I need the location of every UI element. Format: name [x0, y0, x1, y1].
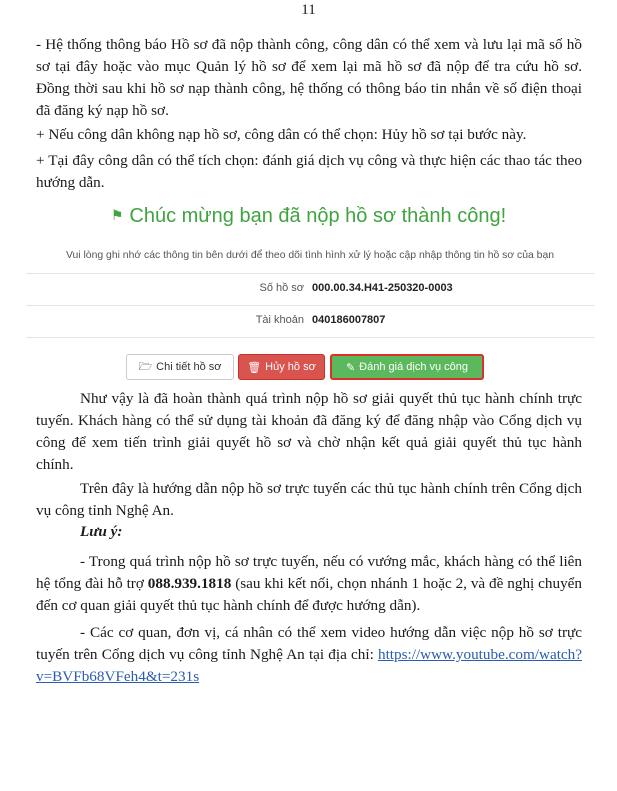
hotline-number: 088.939.1818 [147, 575, 232, 592]
info-row-file-number [26, 274, 594, 304]
file-number-label: Số hồ sơ [259, 282, 304, 294]
success-title [0, 205, 617, 228]
note-video-text: - Các cơ quan, đơn vị, cá nhân có thể xem video hướng dẫn việc nộp hồ sơ trực tuyến trên Cổng dịch vụ công tỉnh Nghệ An tại địa chỉ: [36, 624, 582, 663]
video-link[interactable]: https://www.youtube.com/watch?v=BVFb68VFeh4&t=231s [36, 646, 582, 685]
note-hotline-text-after: (sau khi kết nối, chọn nhánh 1 hoặc 2, và đề nghị chuyển đến cơ quan giải quyết thủ tục hành chính để được hướng dẫn). [36, 575, 582, 614]
note-video [36, 622, 582, 688]
notice-text: Vui lòng ghi nhớ các thông tin bên dưới để theo dõi tình hình xử lý hoặc cập nhập thông tin hồ sơ của bạn [65, 250, 555, 261]
note-hotline [36, 551, 582, 617]
cancel-file-button[interactable] [238, 354, 325, 380]
note-title: Lưu ý: [80, 523, 123, 540]
paragraph-notification: - Hệ thống thông báo Hồ sơ đã nộp thành công, công dân có thể xem và lưu lại mã số hồ sơ tại đây hoặc vào mục Quản lý hồ sơ để xem lại mã hồ sơ đã nộp để tra cứu hồ sơ. Đồng thời sau khi hồ sơ nạp thành công, hệ thống có thông báo tin nhắn về số điện thoại đã đăng ký nạp hồ sơ. [36, 36, 582, 119]
rate-service-label: Đánh giá dịch vụ công [359, 361, 469, 373]
folder-icon: 🗁 [138, 360, 153, 373]
account-label: Tài khoản [255, 314, 304, 326]
paragraph-rate-option: + Tại đây công dân có thể tích chọn: đánh giá dịch vụ công và thực hiện các thao tác theo hướng dẫn. [36, 152, 582, 191]
trash-icon: 🗑 [247, 361, 262, 374]
rate-service-button[interactable] [330, 354, 484, 380]
divider [26, 337, 594, 338]
page-number: 11 [301, 2, 316, 18]
info-row-account [26, 306, 594, 336]
file-detail-button[interactable] [126, 354, 234, 380]
pencil-icon: ✎ [345, 361, 356, 374]
cancel-file-label: Hủy hồ sơ [265, 361, 316, 373]
file-number-value: 000.00.34.H41-250320-0003 [312, 282, 453, 294]
paragraph-completed: Như vậy là đã hoàn thành quá trình nộp hồ sơ giải quyết thủ tục hành chính trực tuyến. Khách hàng có thể sử dụng tài khoản đã đăng ký để đăng nhập vào Cổng dịch vụ công để xem tiến trình giải quyết hồ sơ và chờ nhận kết quả giải quyết thủ tục hành chính. [36, 390, 582, 473]
note-hotline-text: - Trong quá trình nộp hồ sơ trực tuyến, nếu có vướng mắc, khách hàng có thể liên hệ tổng đài hỗ trợ [36, 553, 582, 592]
account-value: 040186007807 [312, 314, 386, 326]
paragraph-cancel-option: + Nếu công dân không nạp hồ sơ, công dân có thể chọn: Hủy hồ sơ tại bước này. [36, 126, 527, 143]
flag-icon: ⚑ [110, 207, 124, 223]
paragraph-summary: Trên đây là hướng dẫn nộp hồ sơ trực tuyến các thủ tục hành chính trên Cổng dịch vụ công tỉnh Nghệ An. [36, 480, 582, 519]
file-detail-label: Chi tiết hồ sơ [156, 361, 222, 373]
success-title-text: Chúc mừng bạn đã nộp hồ sơ thành công! [129, 205, 507, 227]
